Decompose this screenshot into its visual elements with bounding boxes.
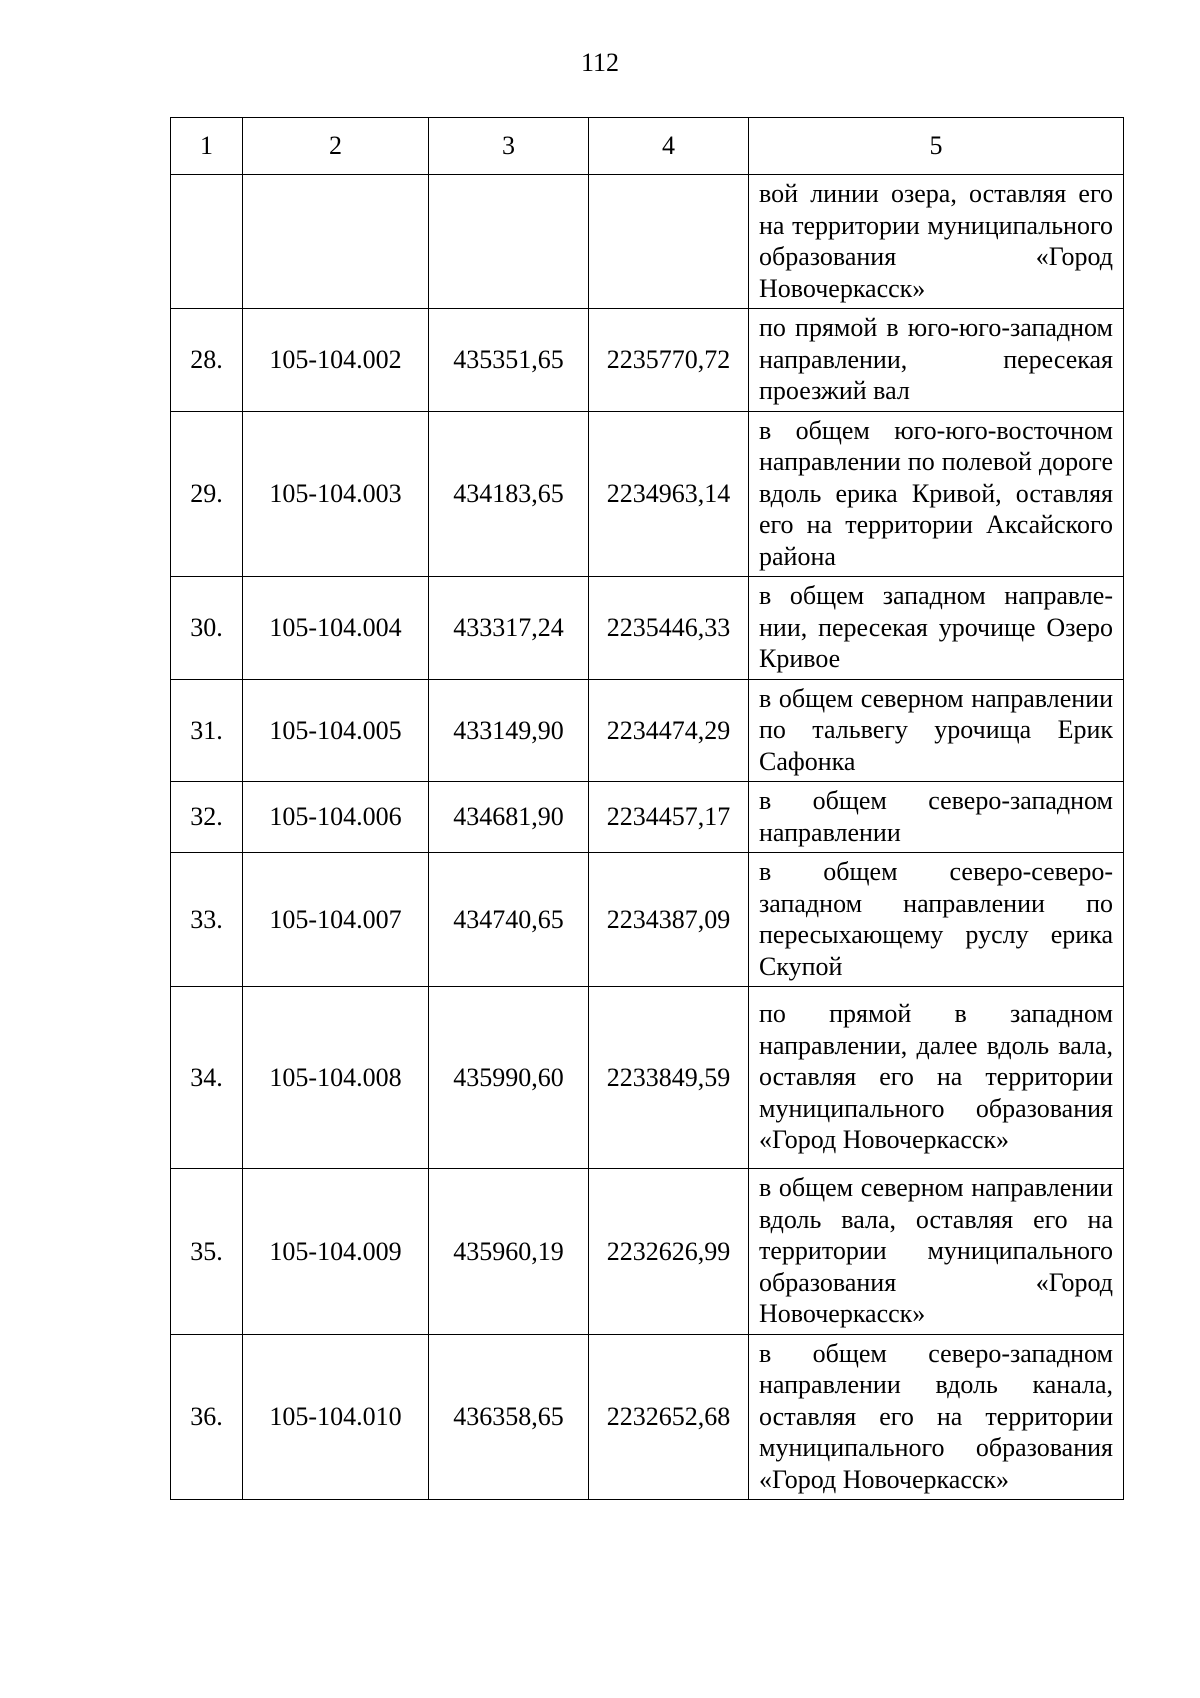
coordinate-y: 2232652,68 <box>589 1334 749 1500</box>
point-code: 105-104.009 <box>243 1169 429 1335</box>
empty-cell <box>429 175 589 309</box>
table-row <box>171 577 1124 680</box>
boundary-points-table <box>170 117 1124 1500</box>
continuation-description: вой линии озера, оставляя его на территории муниципального образования «Город Новочеркасск» <box>749 175 1124 309</box>
table-row <box>171 411 1124 577</box>
point-number: 31. <box>171 679 243 782</box>
table-row <box>171 853 1124 987</box>
table-row <box>171 309 1124 412</box>
column-header-3: 3 <box>429 118 589 175</box>
coordinate-x: 434183,65 <box>429 411 589 577</box>
point-code: 105-104.006 <box>243 782 429 853</box>
continuation-row <box>171 175 1124 309</box>
empty-cell <box>243 175 429 309</box>
empty-cell <box>589 175 749 309</box>
page-number: 112 <box>580 48 620 77</box>
table-row <box>171 1334 1124 1500</box>
coordinate-y: 2234457,17 <box>589 782 749 853</box>
point-number: 28. <box>171 309 243 412</box>
coordinate-x: 433317,24 <box>429 577 589 680</box>
point-code: 105-104.007 <box>243 853 429 987</box>
coordinate-y: 2232626,99 <box>589 1169 749 1335</box>
point-number: 30. <box>171 577 243 680</box>
column-header-1: 1 <box>171 118 243 175</box>
point-code: 105-104.003 <box>243 411 429 577</box>
coordinate-y: 2235770,72 <box>589 309 749 412</box>
boundary-description: в общем северо-западном направлении <box>749 782 1124 853</box>
boundary-description: в общем северо-западном направлении вдоль канала, оставляя его на территории муниципального образования «Город Новочеркасск» <box>749 1334 1124 1500</box>
boundary-description: по прямой в западном направлении, далее вдоль вала, оставляя его на территории муниципального образования «Город Новочеркасск» <box>749 987 1124 1169</box>
boundary-description: по прямой в юго-юго-западном направлении, пересекая проезжий вал <box>749 309 1124 412</box>
empty-cell <box>171 175 243 309</box>
boundary-description: в общем северо-северо-западном направлении по пересыхающему руслу ерика Скупой <box>749 853 1124 987</box>
point-number: 36. <box>171 1334 243 1500</box>
column-header-4: 4 <box>589 118 749 175</box>
coordinate-y: 2234963,14 <box>589 411 749 577</box>
coordinate-x: 435960,19 <box>429 1169 589 1335</box>
column-header-2: 2 <box>243 118 429 175</box>
coordinate-y: 2235446,33 <box>589 577 749 680</box>
point-number: 33. <box>171 853 243 987</box>
boundary-description: в общем северном направлении по тальвегу урочища Ерик Сафонка <box>749 679 1124 782</box>
point-number: 34. <box>171 987 243 1169</box>
point-code: 105-104.002 <box>243 309 429 412</box>
table-row <box>171 679 1124 782</box>
point-code: 105-104.005 <box>243 679 429 782</box>
boundary-description: в общем юго-юго-восточном направлении по полевой дороге вдоль ерика Кривой, оставляя его на территории Аксайского района <box>749 411 1124 577</box>
coordinate-x: 434740,65 <box>429 853 589 987</box>
coordinate-x: 433149,90 <box>429 679 589 782</box>
table-row <box>171 987 1124 1169</box>
coordinate-y: 2234474,29 <box>589 679 749 782</box>
point-code: 105-104.010 <box>243 1334 429 1500</box>
coordinate-y: 2234387,09 <box>589 853 749 987</box>
point-code: 105-104.008 <box>243 987 429 1169</box>
coordinate-x: 434681,90 <box>429 782 589 853</box>
point-number: 35. <box>171 1169 243 1335</box>
coordinate-x: 435351,65 <box>429 309 589 412</box>
point-number: 32. <box>171 782 243 853</box>
coordinate-x: 436358,65 <box>429 1334 589 1500</box>
coordinate-y: 2233849,59 <box>589 987 749 1169</box>
coordinate-x: 435990,60 <box>429 987 589 1169</box>
table-header-row <box>171 118 1124 175</box>
column-header-5: 5 <box>749 118 1124 175</box>
table-row <box>171 782 1124 853</box>
table-row <box>171 1169 1124 1335</box>
boundary-description: в общем северном направлении вдоль вала, оставляя его на территории муниципального образования «Город Новочеркасск» <box>749 1169 1124 1335</box>
boundary-description: в общем западном направлении, пересекая урочище Озеро Кривое <box>749 577 1124 680</box>
point-number: 29. <box>171 411 243 577</box>
point-code: 105-104.004 <box>243 577 429 680</box>
